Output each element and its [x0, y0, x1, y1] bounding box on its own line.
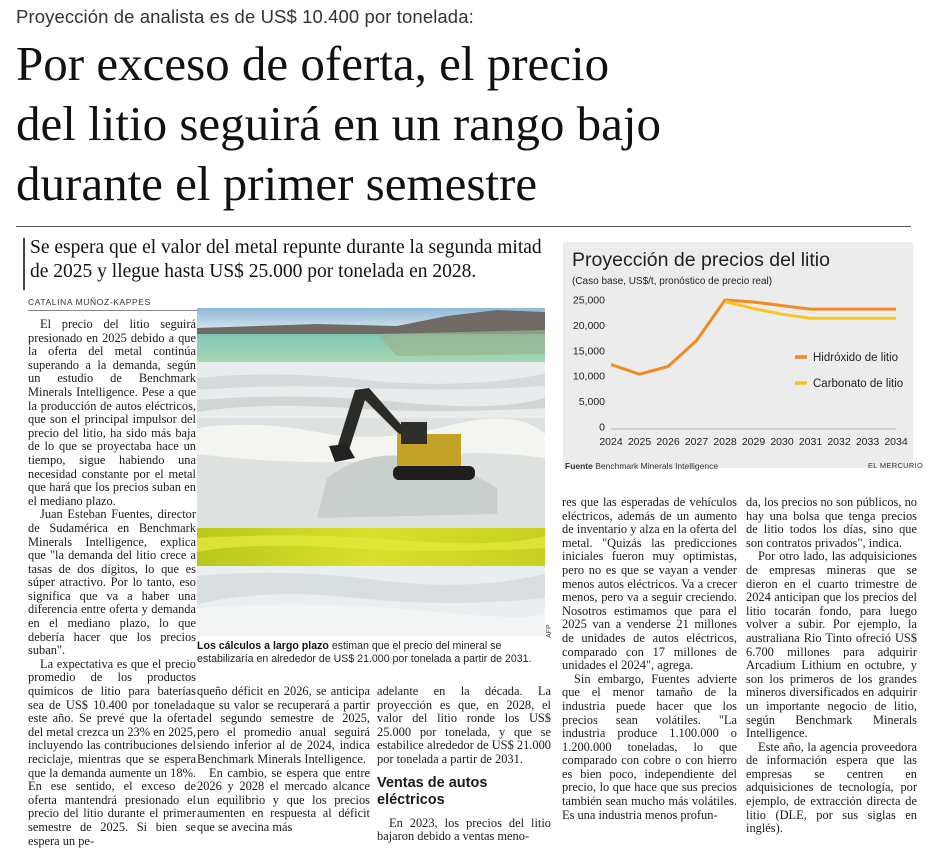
mine-photo: [197, 308, 545, 636]
byline: CATALINA MUÑOZ-KAPPES: [28, 297, 151, 307]
x-tick-label: 2024: [599, 436, 623, 448]
deck-rule: [23, 238, 25, 290]
publisher-credit: EL MERCURIO: [868, 461, 924, 470]
body-column-2: [197, 685, 370, 835]
paragraph: El precio del litio seguirá presionado en 2025 debido a que la oferta del metal continúa superando a la demanda, según un estudio de Benchmark Minerals Intelligence. Pese a que la producción de autos eléctricos, que son el principal impulsor del precio del litio, ha sido más baja de lo que se proyectaba hace un tiempo, sigue habiendo una necesidad constante por el metal que hará que los precios suban en el mediano plazo.: [28, 317, 196, 508]
legend-label: Carbonato de litio: [813, 378, 904, 390]
paragraph: queño déficit en 2026, se anticipa que su valor se recuperará a partir del segundo semestre de 2025, pero el promedio anual seguirá siendo inferior al de 2024, indica Benchmark Minerals Intelligence.: [197, 684, 370, 766]
y-tick-label: 20,000: [572, 319, 605, 332]
x-tick-label: 2033: [855, 436, 880, 448]
headline-divider: [16, 226, 911, 227]
chart-source: [565, 461, 718, 471]
kicker: Proyección de analista es de US$ 10.400 por tonelada:: [16, 6, 474, 27]
paragraph: Sin embargo, Fuentes advierte que el menor tamaño de la industria puede hacer que los precios sean volátiles. "La industria produce 1.100.000 o 1.200.000 toneladas, lo que comparado con cobre o con hierro es bien poco, independiente del precio, lo que hace que sus precios también sean mucho más volátiles. Es una industria menos profun-: [562, 671, 737, 822]
y-tick-label: 10,000: [572, 370, 605, 383]
legend-label: Hidróxido de litio: [813, 352, 899, 364]
chart-title: Proyección de precios del litio: [572, 249, 830, 271]
photo-credit: AFP: [546, 624, 553, 638]
body-column-3: [377, 685, 551, 844]
headline: [16, 34, 916, 214]
x-tick-label: 2030: [770, 436, 794, 448]
paragraph: La expectativa es que el precio promedio de los productos químicos de litio para baterías sea de US$ 10.400 por tonelada este año. Se prevé que la oferta del metal crezca un 23% en 2025, incluyendo las contribuciones del reciclaje, mientras que se espera que la demanda aumente un 18%. En ese sentido, el exceso de oferta mantendrá presionado el precio del litio durante el primer semestre de 2025. Si bien se espera un pe-: [28, 656, 196, 848]
photo-caption: [197, 640, 553, 666]
deck: Se espera que el valor del metal repunte durante la segunda mitad de 2025 y llegue hasta US$ 25.000 por tonelada en 2028.: [30, 237, 542, 282]
byline-rule: [28, 310, 198, 311]
y-tick-label: 15,000: [572, 345, 605, 358]
x-tick-label: 2034: [884, 436, 908, 448]
x-tick-label: 2026: [656, 436, 680, 448]
headline-line-1: Por exceso de oferta, el precio: [16, 36, 610, 91]
subheading: Ventas de autos eléctricos: [377, 774, 488, 808]
y-tick-label: 25,000: [572, 294, 605, 307]
caption-text: estiman que el precio del mineral se estabilizaría en alrededor de US$ 21.000 por tonelada a partir de 2031.: [197, 640, 532, 665]
body-column-1: [28, 318, 196, 848]
headline-line-3: durante el primer semestre: [16, 156, 538, 211]
chart-source-label: Fuente: [565, 461, 593, 471]
paragraph: res que las esperadas de vehículos eléctricos, además de un aumento de inventario y alza en la oferta del metal. "Quizás las predicciones iniciales fueron muy optimistas, pero no es que se vayan a vender menos autos eléctricos. Va a crecer menos, pero va a seguir creciendo. Nosotros estimamos que para el 2025 van a venderse 21 millones de unidades de autos eléctricos, comparado con 17 millones de unidades el 2024", agrega.: [562, 495, 737, 673]
lithium-mine-illustration: [197, 308, 545, 636]
x-tick-label: 2025: [627, 436, 652, 448]
paragraph: Juan Esteban Fuentes, director de Sudamérica en Benchmark Minerals Intelligence, explica que "la demanda del litio crece a tasas de dos dígitos, lo que es súper atractivo. Por lo tanto, eso significa que va a haber una diferencia entre oferta y demanda en el mediano plazo, lo que debería hacer que los precios suban".: [28, 507, 196, 658]
caption-lead: Los cálculos a largo plazo: [197, 640, 329, 652]
paragraph: Este año, la agencia proveedora de información espera que las empresas se centren en adquisiciones de tecnología, por ejemplo, de extracción directa de litio (DLE, por sus siglas en inglés).: [746, 739, 917, 836]
paragraph: En 2023, los precios del litio bajaron debido a ventas meno-: [377, 815, 551, 844]
chart-source-text: Benchmark Minerals Intelligence: [592, 461, 719, 471]
x-tick-label: 2031: [798, 436, 823, 448]
chart-subtitle: (Caso base, US$/t, pronóstico de precio real): [572, 276, 773, 287]
x-tick-label: 2029: [741, 436, 766, 448]
paragraph: da, los precios no son públicos, no hay una bolsa que tenga precios de litio todos los días, sino que son contratos privados", indica.: [746, 495, 917, 550]
paragraph: Por otro lado, las adquisiciones de empresas mineras que se dieron en el cuarto trimestre de 2024 anticipan que los precios del litio tocarán fondo, para luego volver a subir. Por ejemplo, la australiana Rio Tinto ofreció US$ 6.700 millones para adquirir Arcadium Lithium en octubre, y son los primeros de los grandes mineros diversificados en adquirir un importante negocio de litio, según Benchmark Minerals Intelligence.: [746, 549, 917, 741]
lithium-price-chart: [563, 290, 913, 460]
body-column-4: [562, 496, 737, 822]
y-tick-label: 0: [599, 421, 605, 434]
headline-line-2: del litio seguirá en un rango bajo: [16, 96, 661, 151]
x-tick-label: 2028: [713, 436, 737, 448]
paragraph: adelante en la década. La proyección es que, en 2028, el valor del litio ronde los US$ 25.000 por tonelada, y que se estabilice alrededor de US$ 21.000 por tonelada a partir de 2031.: [377, 684, 551, 766]
body-column-5: [746, 496, 917, 836]
x-tick-label: 2032: [827, 436, 851, 448]
y-tick-label: 5,000: [578, 396, 605, 409]
x-tick-label: 2027: [684, 436, 709, 448]
paragraph: En cambio, se espera que entre 2026 y 2028 el mercado alcance un equilibrio y que los precios aumenten en respuesta al déficit que se avecina más: [197, 765, 370, 834]
